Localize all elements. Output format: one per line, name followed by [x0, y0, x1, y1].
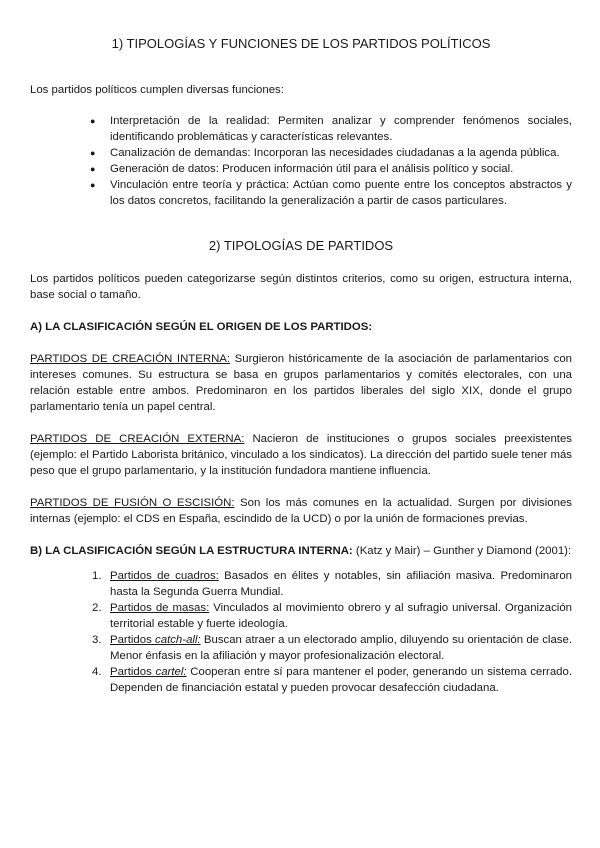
party-types-list	[30, 568, 572, 696]
classification-a-heading: A) LA CLASIFICACIÓN SEGÚN EL ORIGEN DE LOS PARTIDOS:	[30, 321, 373, 333]
functions-intro: Los partidos políticos cumplen diversas funciones:	[30, 84, 284, 96]
functions-list	[30, 113, 572, 209]
term-label: PARTIDOS DE FUSIÓN O ESCISIÓN:	[30, 497, 235, 509]
paragraph-external: PARTIDOS DE CREACIÓN EXTERNA: Nacieron de instituciones o grupos sociales preexistentes (ejemplo: el Partido Laborista británico, vinculado a los sindicatos). La dirección del partido suele tener más peso que el grupo parlamentario, y la institución fundadora mantiene influencia.	[30, 433, 572, 477]
list-item: 2. Partidos de masas: Vinculados al movimiento obrero y al sufragio universal. Organización territorial estable y fuerte ideología.	[92, 602, 572, 630]
section-title: 2) TIPOLOGÍAS DE PARTIDOS	[208, 238, 394, 253]
paragraph-internal: PARTIDOS DE CREACIÓN INTERNA: Surgieron históricamente de la asociación de parlamentarios con intereses comunes. Su estructura se basa en grupos parlamentarios y comités electorales, con una relación estable entre ambos. Predominaron en los partidos liberales del siglo XIX, donde el grupo parlamentario tenía un papel central.	[30, 353, 572, 413]
list-item: 4. Partidos cartel: Cooperan entre sí para mantener el poder, generando un sistema cerrado. Dependen de financiación estatal y pueden provocar desafección ciudadana.	[92, 666, 572, 694]
list-item: ● Interpretación de la realidad: Permiten analizar y comprender fenómenos sociales, identificando problemáticas y características relevantes.	[110, 113, 572, 145]
classification-b-heading: B) LA CLASIFICACIÓN SEGÚN LA ESTRUCTURA INTERNA: (Katz y Mair) – Gunther y Diamond (2001):	[30, 545, 572, 557]
list-item: ● Generación de datos: Producen información útil para el análisis político y social.	[110, 161, 572, 177]
term-label: PARTIDOS DE CREACIÓN EXTERNA:	[30, 433, 245, 445]
list-item: 3. Partidos catch-all: Buscan atraer a un electorado amplio, diluyendo su orientación de clase. Menor énfasis en la afiliación y mayor profesionalización electoral.	[92, 634, 572, 662]
section-intro: Los partidos políticos pueden categorizarse según distintos criterios, como su origen, estructura interna, base social o tamaño.	[30, 273, 572, 301]
list-item: 1. Partidos de cuadros: Basados en élites y notables, sin afiliación masiva. Predominaron hasta la Segunda Guerra Mundial.	[92, 570, 572, 598]
paragraph-fusion: PARTIDOS DE FUSIÓN O ESCISIÓN: Son los más comunes en la actualidad. Surgen por divisiones internas (ejemplo: el CDS en España, escindido de la UCD) o por la unión de formaciones previas.	[30, 497, 572, 525]
page-title: 1) TIPOLOGÍAS Y FUNCIONES DE LOS PARTIDOS POLÍTICOS	[111, 36, 491, 51]
document-page	[30, 36, 572, 696]
list-item: ● Canalización de demandas: Incorporan las necesidades ciudadanas a la agenda pública.	[110, 145, 572, 161]
list-item: ● Vinculación entre teoría y práctica: Actúan como puente entre los conceptos abstractos y los datos concretos, facilitando la generalización a partir de casos particulares.	[110, 177, 572, 209]
term-label: PARTIDOS DE CREACIÓN INTERNA:	[30, 353, 231, 365]
